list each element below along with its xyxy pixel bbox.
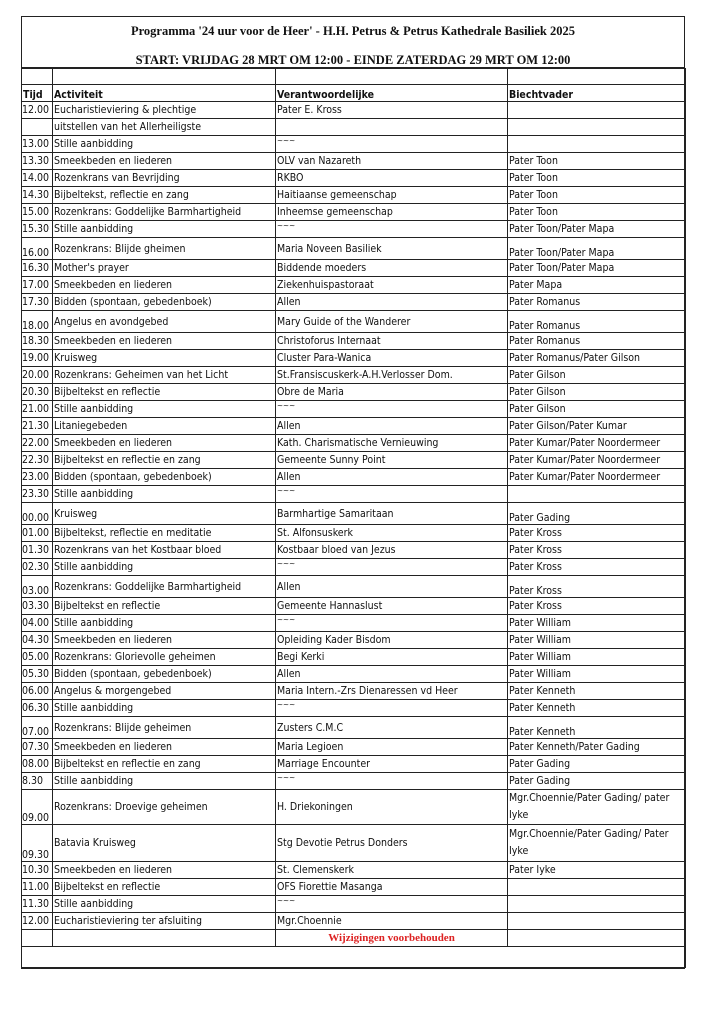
table-row (22, 559, 686, 576)
activity-cell: Smeekbeden en liederen (53, 862, 276, 879)
time-cell: 20.00 (22, 367, 53, 384)
activity-cell: Rozenkrans van het Kostbaar bloed (53, 542, 276, 559)
responsible-cell: Marriage Encounter (276, 756, 508, 773)
time-cell: 09.30 (22, 825, 53, 862)
confessor-cell: Pater Toon/Pater Mapa (508, 260, 686, 277)
activity-cell: Bidden (spontaan, gebedenboek) (53, 469, 276, 486)
time-cell: 12.00 (22, 913, 53, 930)
confessor-cell: Pater Kenneth (508, 717, 686, 739)
time-cell: 07.30 (22, 739, 53, 756)
activity-cell: Rozenkrans: Goddelijke Barmhartigheid (53, 576, 276, 598)
activity-cell: Bijbeltekst, reflectie en meditatie (53, 525, 276, 542)
responsible-cell: Ziekenhuispastoraat (276, 277, 508, 294)
time-cell: 09.00 (22, 790, 53, 825)
confessor-cell: Pater Gilson (508, 367, 686, 384)
responsible-cell: ~~~ (276, 559, 508, 576)
confessor-cell: Pater Mapa (508, 277, 686, 294)
responsible-cell: ~~~ (276, 136, 508, 153)
time-cell: 13.00 (22, 136, 53, 153)
confessor-cell: Pater Toon (508, 153, 686, 170)
time-cell: 01.00 (22, 525, 53, 542)
responsible-cell: Allen (276, 469, 508, 486)
responsible-cell: Mary Guide of the Wanderer (276, 311, 508, 333)
confessor-cell: Pater Kross (508, 598, 686, 615)
confessor-cell (508, 879, 686, 896)
table-row (22, 632, 686, 649)
table-row (22, 649, 686, 666)
confessor-cell (508, 913, 686, 930)
activity-cell: Rozenkrans: Geheimen van het Licht (53, 367, 276, 384)
confessor-cell: Pater Kross (508, 559, 686, 576)
activity-cell: Mother's prayer (53, 260, 276, 277)
table-row (22, 756, 686, 773)
table-row (22, 666, 686, 683)
responsible-cell: OFS Fiorettie Masanga (276, 879, 508, 896)
time-cell: 01.30 (22, 542, 53, 559)
confessor-cell: Pater Iyke (508, 862, 686, 879)
time-cell: 22.30 (22, 452, 53, 469)
confessor-cell: Pater Kumar/Pater Noordermeer (508, 435, 686, 452)
confessor-cell: Pater William (508, 666, 686, 683)
responsible-cell: Maria Legioen (276, 739, 508, 756)
table-row (22, 170, 686, 187)
confessor-cell: Pater Kenneth/Pater Gading (508, 739, 686, 756)
activity-cell: Stille aanbidding (53, 615, 276, 632)
responsible-cell: Pater E. Kross (276, 102, 508, 119)
activity-cell: Bijbeltekst, reflectie en zang (53, 187, 276, 204)
confessor-cell: Pater Toon (508, 204, 686, 221)
table-row (22, 469, 686, 486)
table-row (22, 311, 686, 333)
column-header-time: Tijd (22, 85, 53, 102)
header-row (22, 85, 686, 102)
time-cell: 00.00 (22, 503, 53, 525)
confessor-cell: Pater Gading (508, 773, 686, 790)
activity-cell: Rozenkrans van Bevrijding (53, 170, 276, 187)
table-row (22, 525, 686, 542)
activity-cell: Stille aanbidding (53, 401, 276, 418)
confessor-cell: Pater Romanus (508, 294, 686, 311)
column-header-confessor: Biechtvader (508, 85, 686, 102)
table-row (22, 294, 686, 311)
activity-cell: Bijbeltekst en reflectie en zang (53, 756, 276, 773)
time-cell: 15.30 (22, 221, 53, 238)
activity-cell: Kruisweg (53, 503, 276, 525)
activity-cell: Rozenkrans: Droevige geheimen (53, 790, 276, 825)
activity-cell: Rozenkrans: Blijde gheimen (53, 238, 276, 260)
table-row (22, 739, 686, 756)
activity-cell: Batavia Kruisweg (53, 825, 276, 862)
responsible-cell: Opleiding Kader Bisdom (276, 632, 508, 649)
table-row (22, 683, 686, 700)
time-cell: 05.00 (22, 649, 53, 666)
activity-cell: Stille aanbidding (53, 221, 276, 238)
confessor-cell: Pater Romanus (508, 333, 686, 350)
table-row (22, 700, 686, 717)
time-cell: 8.30 (22, 773, 53, 790)
confessor-cell: Pater Toon/Pater Mapa (508, 238, 686, 260)
activity-cell: Rozenkrans: Goddelijke Barmhartigheid (53, 204, 276, 221)
time-cell: 13.30 (22, 153, 53, 170)
table-row (22, 238, 686, 260)
confessor-cell: Pater Kumar/Pater Noordermeer (508, 469, 686, 486)
confessor-cell: Pater Toon (508, 187, 686, 204)
activity-cell: Bijbeltekst en reflectie (53, 384, 276, 401)
responsible-cell: ~~~ (276, 615, 508, 632)
table-row (22, 790, 686, 825)
confessor-cell: Pater William (508, 615, 686, 632)
responsible-cell: Gemeente Hannaslust (276, 598, 508, 615)
table-row (22, 350, 686, 367)
footer-row (22, 947, 686, 968)
table-row (22, 384, 686, 401)
responsible-cell: ~~~ (276, 401, 508, 418)
time-cell: 23.00 (22, 469, 53, 486)
table-row (22, 452, 686, 469)
responsible-cell: RKBO (276, 170, 508, 187)
column-header-activity: Activiteit (53, 85, 276, 102)
activity-cell: Stille aanbidding (53, 486, 276, 503)
responsible-cell: ~~~ (276, 896, 508, 913)
confessor-cell: Pater Kross (508, 542, 686, 559)
table-row (22, 896, 686, 913)
table-row (22, 717, 686, 739)
confessor-cell: Pater Kenneth (508, 683, 686, 700)
time-cell: 17.30 (22, 294, 53, 311)
spacer-row (22, 69, 686, 85)
responsible-cell: St.Fransiscuskerk-A.H.Verlosser Dom. (276, 367, 508, 384)
table-row (22, 435, 686, 452)
table-row (22, 401, 686, 418)
confessor-cell: Pater William (508, 649, 686, 666)
table-row (22, 333, 686, 350)
time-cell: 21.30 (22, 418, 53, 435)
activity-cell: Angelus en avondgebed (53, 311, 276, 333)
table-row (22, 102, 686, 119)
responsible-cell: Haitiaanse gemeenschap (276, 187, 508, 204)
responsible-cell: Begi Kerki (276, 649, 508, 666)
activity-cell: Eucharistieviering & plechtige (53, 102, 276, 119)
time-cell: 04.30 (22, 632, 53, 649)
time-cell: 06.30 (22, 700, 53, 717)
time-cell: 14.00 (22, 170, 53, 187)
document-subtitle: START: VRIJDAG 28 MRT OM 12:00 - EINDE ZATERDAG 29 MRT OM 12:00 (135, 53, 571, 67)
table-row (22, 825, 686, 862)
time-cell: 15.00 (22, 204, 53, 221)
time-cell: 22.00 (22, 435, 53, 452)
schedule-sheet (21, 16, 685, 969)
responsible-cell: St. Alfonsuskerk (276, 525, 508, 542)
time-cell: 17.00 (22, 277, 53, 294)
confessor-cell: Pater Kross (508, 576, 686, 598)
time-cell: 20.30 (22, 384, 53, 401)
confessor-cell: Pater Kumar/Pater Noordermeer (508, 452, 686, 469)
activity-cell: Smeekbeden en liederen (53, 739, 276, 756)
table-row (22, 119, 686, 136)
time-cell: 16.00 (22, 238, 53, 260)
responsible-cell: Maria Noveen Basiliek (276, 238, 508, 260)
table-row (22, 503, 686, 525)
time-cell: 11.00 (22, 879, 53, 896)
activity-cell: Eucharistieviering ter afsluiting (53, 913, 276, 930)
confessor-cell: Pater Gading (508, 503, 686, 525)
time-cell: 02.30 (22, 559, 53, 576)
activity-cell: Bidden (spontaan, gebedenboek) (53, 666, 276, 683)
activity-cell: Stille aanbidding (53, 773, 276, 790)
time-cell: 08.00 (22, 756, 53, 773)
confessor-cell: Pater Gading (508, 756, 686, 773)
activity-cell: Smeekbeden en liederen (53, 435, 276, 452)
confessor-cell: Mgr.Choennie/Pater Gading/ pater Iyke (508, 790, 686, 825)
activity-cell: Litaniegebeden (53, 418, 276, 435)
time-cell: 16.30 (22, 260, 53, 277)
activity-cell: Rozenkrans: Glorievolle geheimen (53, 649, 276, 666)
confessor-cell: Pater Gilson (508, 384, 686, 401)
time-cell: 04.00 (22, 615, 53, 632)
activity-cell: Bijbeltekst en reflectie (53, 879, 276, 896)
confessor-cell: Pater Toon/Pater Mapa (508, 221, 686, 238)
activity-cell: Kruisweg (53, 350, 276, 367)
confessor-cell: Pater William (508, 632, 686, 649)
activity-cell: uitstellen van het Allerheiligste (53, 119, 276, 136)
responsible-cell: Mgr.Choennie (276, 913, 508, 930)
confessor-cell: Pater Gilson/Pater Kumar (508, 418, 686, 435)
activity-cell: Bijbeltekst en reflectie en zang (53, 452, 276, 469)
table-row (22, 204, 686, 221)
schedule-table (21, 68, 686, 968)
responsible-cell: ~~~ (276, 221, 508, 238)
responsible-cell: Kostbaar bloed van Jezus (276, 542, 508, 559)
responsible-cell: Allen (276, 294, 508, 311)
activity-cell: Bijbeltekst en reflectie (53, 598, 276, 615)
activity-cell: Stille aanbidding (53, 700, 276, 717)
confessor-cell (508, 896, 686, 913)
activity-cell: Angelus & morgengebed (53, 683, 276, 700)
table-row (22, 913, 686, 930)
time-cell: 11.30 (22, 896, 53, 913)
confessor-cell (508, 119, 686, 136)
table-row (22, 542, 686, 559)
responsible-cell: ~~~ (276, 486, 508, 503)
responsible-cell: OLV van Nazareth (276, 153, 508, 170)
responsible-cell: Obre de Maria (276, 384, 508, 401)
time-cell: 18.00 (22, 311, 53, 333)
confessor-cell: Pater Kross (508, 525, 686, 542)
confessor-cell: Mgr.Choennie/Pater Gading/ Pater Iyke (508, 825, 686, 862)
table-row (22, 418, 686, 435)
responsible-cell: Zusters C.M.C (276, 717, 508, 739)
activity-cell: Smeekbeden en liederen (53, 333, 276, 350)
table-row (22, 260, 686, 277)
column-header-responsible: Verantwoordelijke (276, 85, 508, 102)
time-cell (22, 119, 53, 136)
time-cell: 10.30 (22, 862, 53, 879)
title-block (22, 17, 684, 68)
responsible-cell: ~~~ (276, 700, 508, 717)
confessor-cell (508, 102, 686, 119)
table-row (22, 136, 686, 153)
time-cell: 19.00 (22, 350, 53, 367)
changes-reserved-note: Wijzigingen voorbehouden (276, 930, 508, 947)
table-row (22, 862, 686, 879)
activity-cell: Smeekbeden en liederen (53, 632, 276, 649)
confessor-cell: Pater Romanus (508, 311, 686, 333)
responsible-cell: Allen (276, 418, 508, 435)
time-cell: 23.30 (22, 486, 53, 503)
table-row (22, 576, 686, 598)
time-cell: 14.30 (22, 187, 53, 204)
responsible-cell (276, 119, 508, 136)
time-cell: 03.00 (22, 576, 53, 598)
time-cell: 12.00 (22, 102, 53, 119)
confessor-cell (508, 136, 686, 153)
activity-cell: Stille aanbidding (53, 136, 276, 153)
responsible-cell: Gemeente Sunny Point (276, 452, 508, 469)
table-row (22, 277, 686, 294)
responsible-cell: Biddende moeders (276, 260, 508, 277)
responsible-cell: Allen (276, 666, 508, 683)
responsible-cell: Maria Intern.-Zrs Dienaressen vd Heer (276, 683, 508, 700)
responsible-cell: Inheemse gemeenschap (276, 204, 508, 221)
table-row (22, 221, 686, 238)
table-row (22, 153, 686, 170)
responsible-cell: ~~~ (276, 773, 508, 790)
time-cell: 06.00 (22, 683, 53, 700)
activity-cell: Bidden (spontaan, gebedenboek) (53, 294, 276, 311)
table-row (22, 615, 686, 632)
table-row (22, 486, 686, 503)
table-row (22, 367, 686, 384)
responsible-cell: Stg Devotie Petrus Donders (276, 825, 508, 862)
confessor-cell (508, 486, 686, 503)
responsible-cell: Kath. Charismatische Vernieuwing (276, 435, 508, 452)
confessor-cell: Pater Gilson (508, 401, 686, 418)
activity-cell: Smeekbeden en liederen (53, 277, 276, 294)
time-cell: 21.00 (22, 401, 53, 418)
responsible-cell: Cluster Para-Wanica (276, 350, 508, 367)
responsible-cell: Barmhartige Samaritaan (276, 503, 508, 525)
activity-cell: Stille aanbidding (53, 559, 276, 576)
responsible-cell: Christoforus Internaat (276, 333, 508, 350)
confessor-cell: Pater Toon (508, 170, 686, 187)
activity-cell: Rozenkrans: Blijde geheimen (53, 717, 276, 739)
activity-cell: Smeekbeden en liederen (53, 153, 276, 170)
confessor-cell: Pater Kenneth (508, 700, 686, 717)
responsible-cell: H. Driekoningen (276, 790, 508, 825)
time-cell: 07.00 (22, 717, 53, 739)
activity-cell: Stille aanbidding (53, 896, 276, 913)
table-row (22, 598, 686, 615)
table-row (22, 773, 686, 790)
note-row (22, 930, 686, 947)
responsible-cell: Allen (276, 576, 508, 598)
table-row (22, 187, 686, 204)
confessor-cell: Pater Romanus/Pater Gilson (508, 350, 686, 367)
table-row (22, 879, 686, 896)
time-cell: 03.30 (22, 598, 53, 615)
responsible-cell: St. Clemenskerk (276, 862, 508, 879)
time-cell: 05.30 (22, 666, 53, 683)
document-title: Programma '24 uur voor de Heer' - H.H. Petrus & Petrus Kathedrale Basiliek 2025 (130, 24, 576, 38)
time-cell: 18.30 (22, 333, 53, 350)
